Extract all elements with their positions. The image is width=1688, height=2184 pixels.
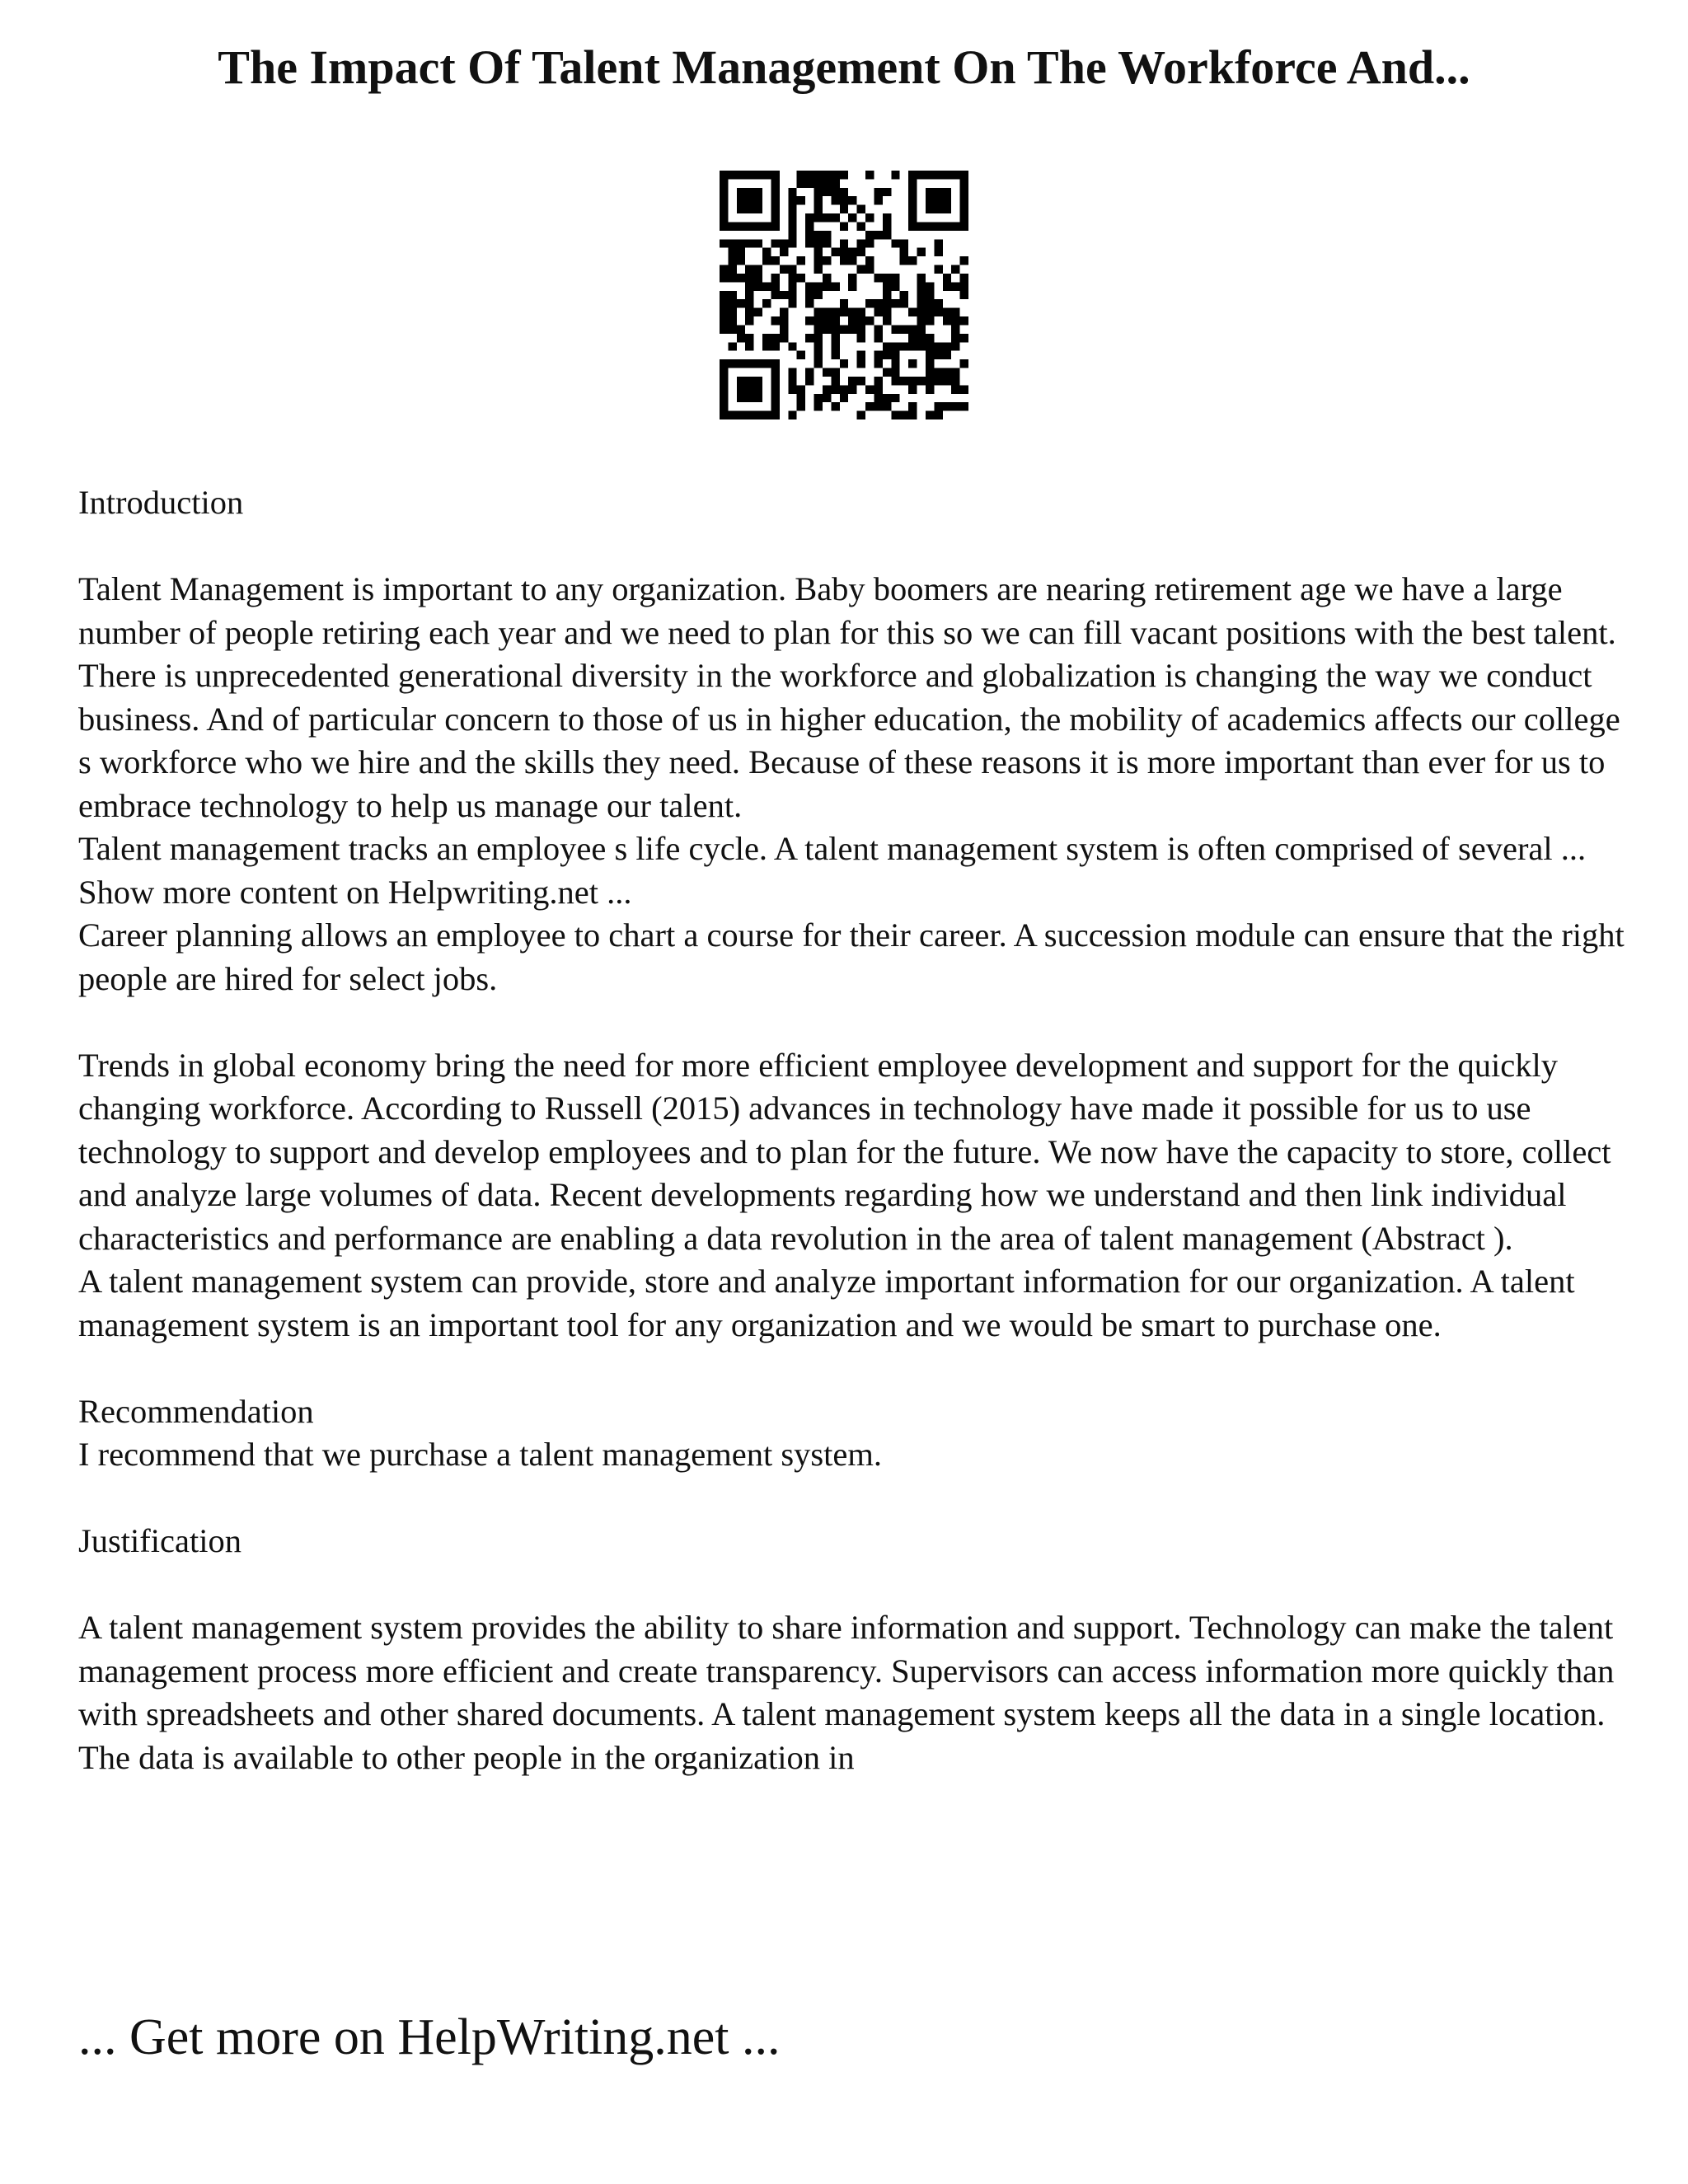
paragraph-spacer <box>78 1477 1628 1521</box>
paragraph-spacer <box>78 1347 1628 1390</box>
body-paragraph: A talent management system provides the ability to share information and support. Technology can make the talent management process more efficient and create transparency. Supervisors can access information more quickly than with spreadsheets and other shared documents. A talent management system keeps all the data in a single location. The data is available to other people in the organization in <box>78 1609 1615 1776</box>
body-paragraph: Talent Management is important to any organization. Baby boomers are nearing retirement age we have a large number of people retiring each year and we need to plan for this so we can fill vacant positions with the best talent. There is unprecedented generational diversity in the workforce and globalization is changing the way we conduct business. And of particular concern to those of us in higher education, the mobility of academics affects our college s workforce who we hire and the skills they need. Because of these reasons it is more important than ever for us to embrace technology to help us manage our talent. <box>78 570 1620 824</box>
get-more-link[interactable]: ... Get more on HelpWriting.net ... <box>78 2009 781 2065</box>
paragraph-spacer <box>78 525 1628 569</box>
section-heading-introduction: Introduction <box>78 484 244 521</box>
paragraph-spacer <box>78 1001 1628 1044</box>
document-body <box>78 481 1628 1779</box>
body-paragraph: Trends in global economy bring the need for more efficient employee development and support for the quickly changing workforce. According to Russell (2015) advances in technology have made it possible for us to use technology to support and develop employees and to plan for the future. We now have the capacity to store, collect and analyze large volumes of data. Recent developments regarding how we understand and then link individual characteristics and performance are enabling a data revolution in the area of talent management (Abstract ). <box>78 1046 1611 1257</box>
body-paragraph: Talent management tracks an employee s life cycle. A talent management system is often comprised of several ... Show more content on Helpwriting.net ... <box>78 830 1587 911</box>
paragraph-spacer <box>78 1563 1628 1607</box>
body-paragraph: I recommend that we purchase a talent management system. <box>78 1436 883 1473</box>
body-paragraph: A talent management system can provide, store and analyze important information for our organization. A talent management system is an important tool for any organization and we would be smart to purchase one. <box>78 1263 1575 1343</box>
document-title: The Impact Of Talent Management On The Workforce And... <box>218 40 1470 94</box>
body-paragraph: Career planning allows an employee to chart a course for their career. A succession module can ensure that the right people are hired for select jobs. <box>78 916 1625 997</box>
section-heading-recommendation: Recommendation <box>78 1392 314 1430</box>
section-heading-justification: Justification <box>78 1522 241 1559</box>
qr-code-icon <box>720 171 968 419</box>
